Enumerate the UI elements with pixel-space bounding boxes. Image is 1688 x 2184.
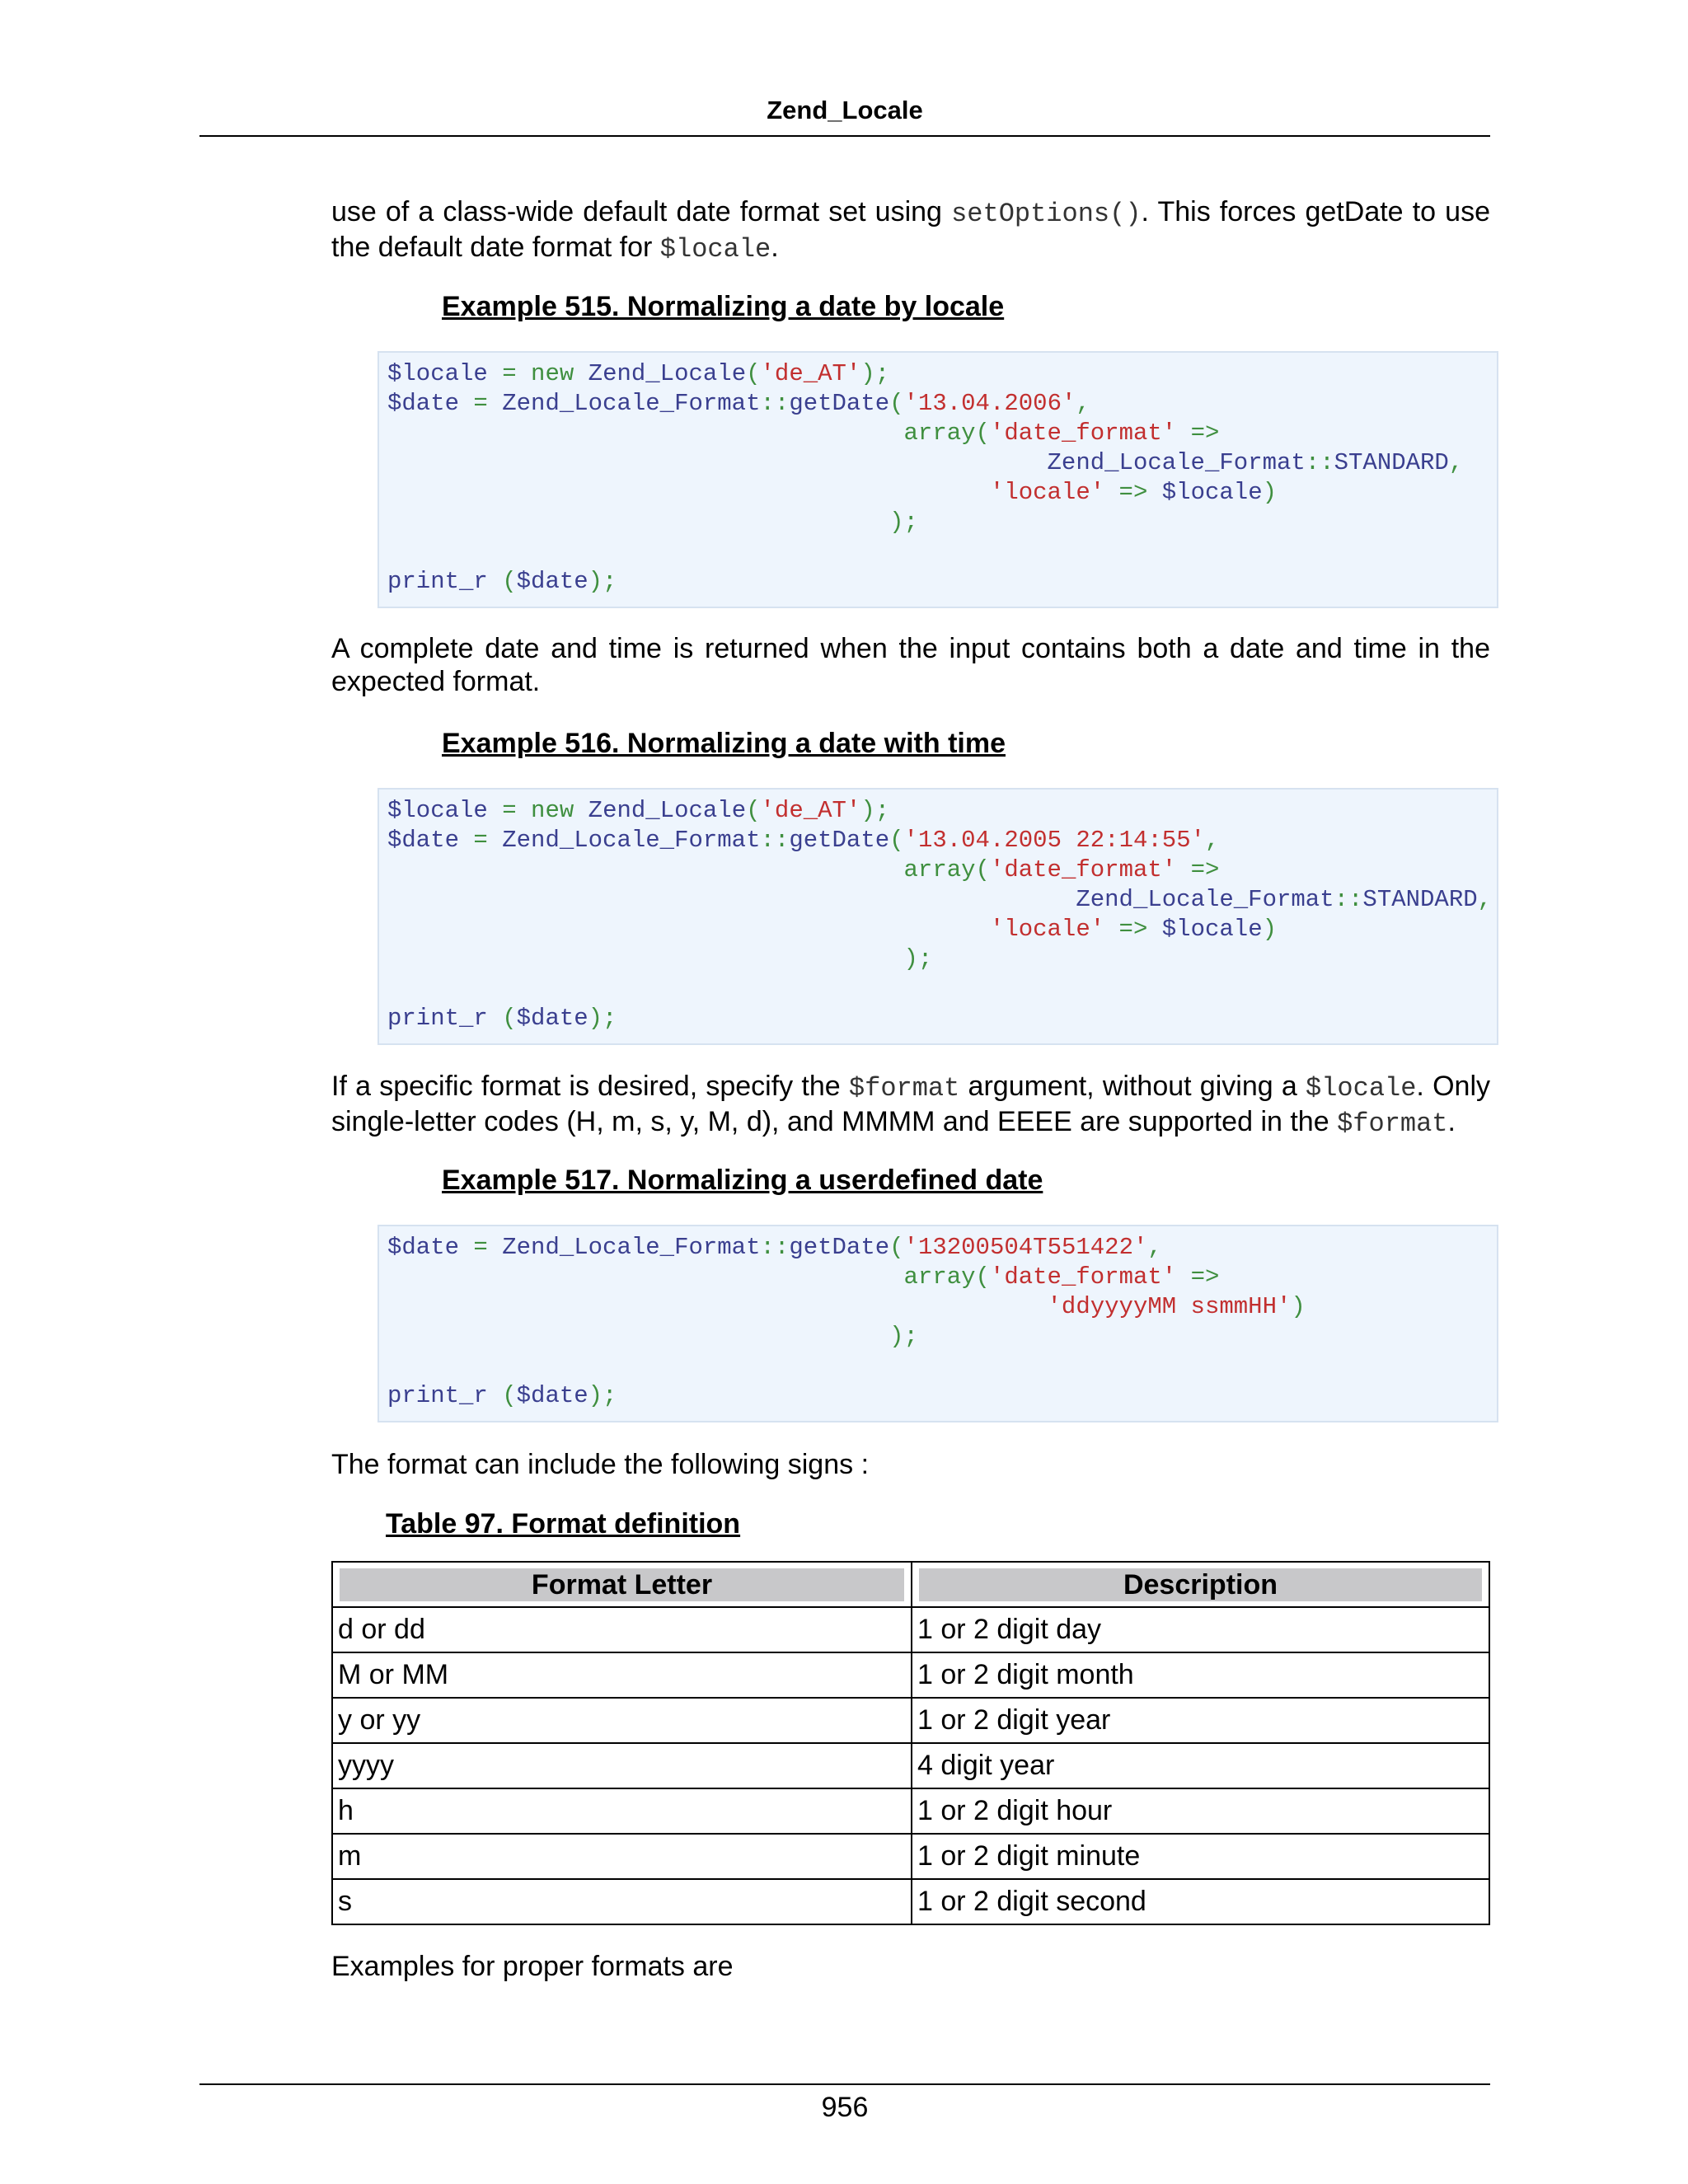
paragraph-complete-date: A complete date and time is returned when the input contains both a date and time in the expected format. — [331, 633, 1490, 697]
table-row — [332, 1652, 1489, 1698]
table-cell: M or MM — [332, 1652, 912, 1698]
intro-text-2: . This forces getDate to use the default date format for — [331, 196, 1490, 263]
intro-code-locale: $locale — [659, 234, 771, 265]
table-row — [332, 1743, 1489, 1788]
example-517-title: Example 517. Normalizing a userdefined date — [442, 1165, 1043, 1196]
table-cell: h — [332, 1788, 912, 1834]
table-cell: yyyy — [332, 1743, 912, 1788]
para3-text-2: argument, without giving a — [959, 1071, 1306, 1102]
page-header-title: Zend_Locale — [767, 96, 923, 124]
table-cell: 4 digit year — [912, 1743, 1489, 1788]
table-cell: 1 or 2 digit hour — [912, 1788, 1489, 1834]
example-515-code: $locale = new Zend_Locale('de_AT'); $date = Zend_Locale_Format::getDate('13.04.2006', array('date_format' => Zend_Locale_Format::STANDARD, 'locale' => $locale) ); print_r ($date); — [377, 351, 1498, 608]
example-517-code: $date = Zend_Locale_Format::getDate('13200504T551422', array('date_format' => 'ddyyyyMM ssmmHH') ); print_r ($date); — [377, 1225, 1498, 1422]
table-cell: m — [332, 1834, 912, 1879]
table-cell: 1 or 2 digit year — [912, 1698, 1489, 1743]
table-header-cell — [332, 1562, 912, 1607]
example-515-title: Example 515. Normalizing a date by locale — [442, 291, 1005, 322]
intro-code-setoptions: setOptions() — [951, 199, 1142, 229]
header-format-letter: Format Letter — [340, 1568, 904, 1601]
paragraph-specific-format — [331, 1070, 1490, 1141]
table-row — [332, 1607, 1489, 1652]
table-header-row — [332, 1562, 1489, 1607]
para3-code-locale: $locale — [1306, 1073, 1417, 1104]
example-516-code: $locale = new Zend_Locale('de_AT'); $date = Zend_Locale_Format::getDate('13.04.2005 22:14:55', array('date_format' => Zend_Locale_Format::STANDARD, 'locale' => $locale) ); print_r ($date); — [377, 788, 1498, 1045]
page-number: 956 — [821, 2092, 869, 2123]
para3-text-1: If a specific format is desired, specify the — [331, 1071, 849, 1102]
paragraph-format-signs: The format can include the following signs : — [331, 1449, 870, 1480]
table-row — [332, 1879, 1489, 1924]
table-title: Table 97. Format definition — [386, 1508, 741, 1540]
format-definition-table — [331, 1561, 1490, 1925]
para3-text-4: . — [1447, 1106, 1456, 1137]
para3-code-format-2: $format — [1337, 1108, 1448, 1139]
table-cell: 1 or 2 digit second — [912, 1879, 1489, 1924]
para3-code-format: $format — [848, 1073, 960, 1104]
table-cell: 1 or 2 digit day — [912, 1607, 1489, 1652]
table-row — [332, 1698, 1489, 1743]
header-description: Description — [919, 1568, 1482, 1601]
table-row — [332, 1834, 1489, 1879]
header-divider — [199, 135, 1490, 137]
table-cell: 1 or 2 digit minute — [912, 1834, 1489, 1879]
table-cell: s — [332, 1879, 912, 1924]
footer-divider — [199, 2083, 1490, 2085]
intro-paragraph — [331, 195, 1490, 266]
table-cell: 1 or 2 digit month — [912, 1652, 1489, 1698]
table-cell: y or yy — [332, 1698, 912, 1743]
example-516-title: Example 516. Normalizing a date with time — [442, 728, 1006, 759]
table-header-cell — [912, 1562, 1489, 1607]
table-row — [332, 1788, 1489, 1834]
table-cell: d or dd — [332, 1607, 912, 1652]
para3-text-3: . Only single-letter codes (H, m, s, y, M, d), and MMMM and EEEE are supported in the — [331, 1071, 1490, 1137]
intro-text-1: use of a class-wide default date format set using — [331, 196, 952, 227]
intro-text-3: . — [771, 232, 779, 263]
paragraph-examples-formats: Examples for proper formats are — [331, 1951, 734, 1982]
